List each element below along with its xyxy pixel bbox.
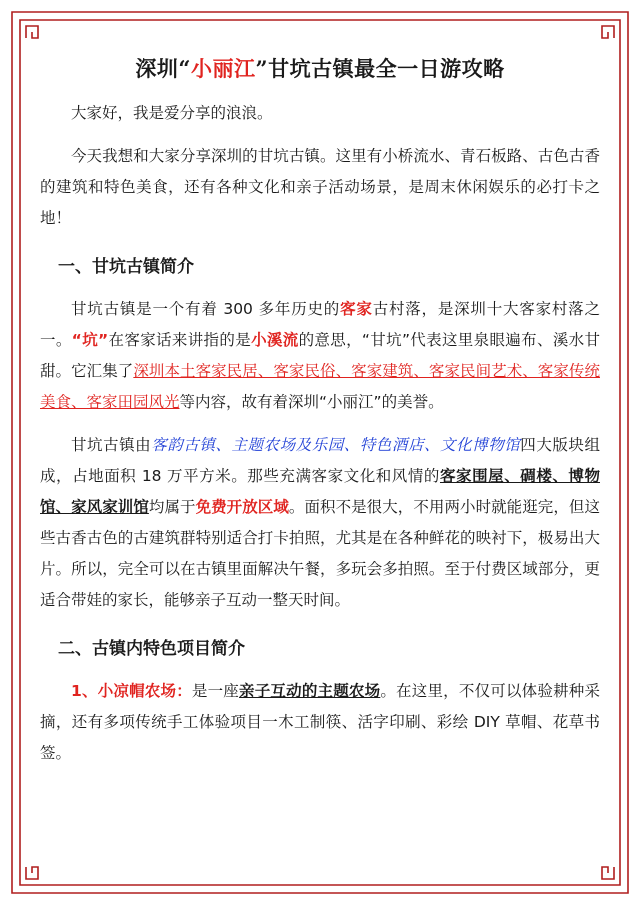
section2-item1 xyxy=(40,676,600,769)
highlight-stream: 小溪流 xyxy=(251,331,299,349)
text-run: 的意思，“甘坑”代表这里泉眼遍布、溪水甘甜。它汇集了 xyxy=(40,331,600,380)
highlight-farm: 亲子互动的主题农场 xyxy=(239,682,381,700)
text-run: 是一座 xyxy=(191,682,240,700)
text-run: 等内容，故有着深圳“小丽江”的美誉。 xyxy=(179,393,444,411)
section2-heading: 二、古镇内特色项目简介 xyxy=(58,639,245,659)
text-run: 甘坑古镇由 xyxy=(71,436,152,454)
title-part1: 深圳“ xyxy=(135,56,191,81)
article xyxy=(40,28,600,769)
highlight-keng: “坑” xyxy=(71,331,109,349)
highlight-free-sites: 客家围屋、碉楼、博物馆、家风家训馆 xyxy=(40,467,600,516)
intro-paragraph: 今天我想和大家分享深圳的甘坑古镇。这里有小桥流水、青石板路、古色古香的建筑和特色美食，还有各种文化和亲子活动场景，是周末休闲娱乐的必打卡之地！ xyxy=(40,147,600,227)
highlight-hakka: 客家 xyxy=(340,300,373,318)
text-run: 甘坑古镇是一个有着 300 多年历史的 xyxy=(71,300,341,318)
highlight-free-area: 免费开放区域 xyxy=(195,498,289,516)
text-run: 。面积不是很大，不用两小时就能逛完，但这些古香古色的古建筑群特别适合打卡拍照，尤其是在各种鲜花的映衬下，极易出大片。所以，完全可以在古镇里面解决午餐，多玩会多拍照。至于付费区域部分，更适合带娃的家长，能够亲子互动一整天时间。 xyxy=(40,498,600,609)
text-run: 。在这里，不仅可以体验耕种采摘，还有多项传统手工体验项目一木工制筷、活字印刷、彩绘 DIY 草帽、花草书签。 xyxy=(40,682,600,762)
page-title xyxy=(40,54,600,84)
item-label: 1、小凉帽农场： xyxy=(71,682,192,700)
section1-paragraph2 xyxy=(40,430,600,616)
text-run: 四大版块组成，占地面积 18 万平方米。那些充满客家文化和风情的 xyxy=(40,436,600,485)
text-run: 均属于 xyxy=(148,498,196,516)
title-part2: ”甘坑古镇最全一日游攻略 xyxy=(255,56,505,81)
section1-paragraph1 xyxy=(40,294,600,418)
section1-heading: 一、甘坑古镇简介 xyxy=(58,257,194,277)
text-run: 在客家话来讲指的是 xyxy=(108,331,252,349)
title-highlight: 小丽江 xyxy=(191,56,256,81)
greeting-paragraph: 大家好，我是爱分享的浪浪。 xyxy=(71,104,273,122)
text-run: 古村落，是深圳十大客家村落之一。 xyxy=(40,300,600,349)
highlight-four-sections: 客韵古镇、主题农场及乐园、特色酒店、文化博物馆 xyxy=(151,436,521,454)
highlight-hakka-culture: 深圳本土客家民居、客家民俗、客家建筑、客家民间艺术、客家传统美食、客家田园风光 xyxy=(40,362,600,411)
